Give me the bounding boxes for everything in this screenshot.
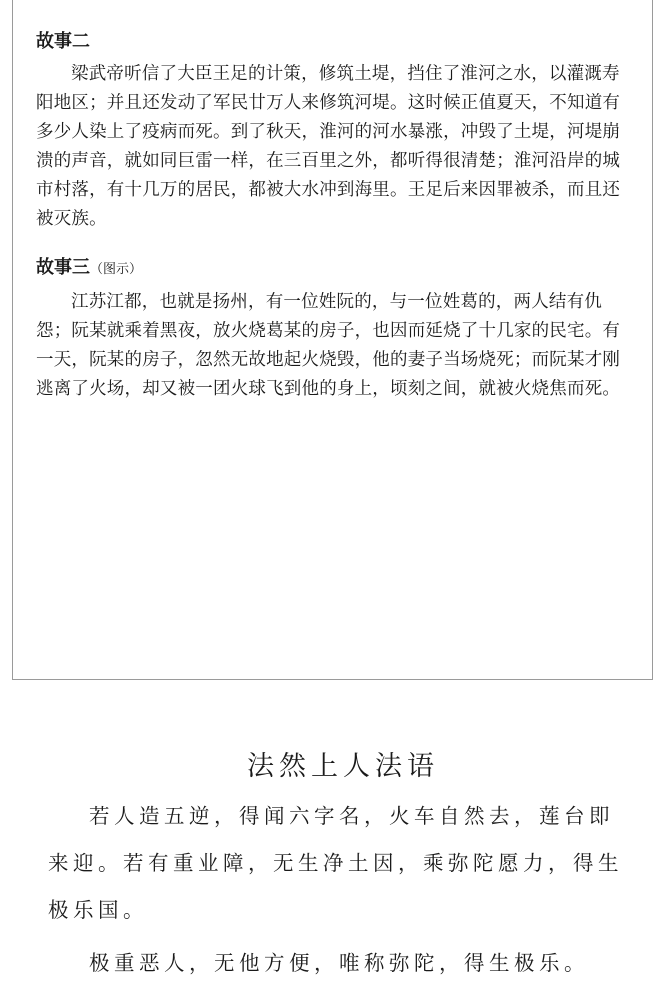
dharma-section	[48, 744, 638, 993]
story-two-body: 梁武帝听信了大臣王足的计策，修筑土堤，挡住了淮河之水，以灌溉寿阳地区；并且还发动了军民廿万人来修筑河堤。这时候正值夏天，不知道有多少人染上了疫病而死。到了秋天，淮河的河水暴涨，冲毁了土堤，河堤崩溃的声音，就如同巨雷一样，在三百里之外，都听得很清楚；淮河沿岸的城市村落，有十几万的居民，都被大水冲到海里。王足后来因罪被杀，而且还被灭族。	[36, 64, 621, 229]
story-three-body: 江苏江都，也就是扬州，有一位姓阮的，与一位姓葛的，两人结有仇怨；阮某就乘着黑夜，放火烧葛某的房子，也因而延烧了十几家的民宅。有一天，阮某的房子，忽然无故地起火烧毁，他的妻子当场烧死；而阮某才刚逃离了火场，却又被一团火球飞到他的身上，顷刻之间，就被火烧焦而死。	[36, 292, 621, 399]
dharma-paragraph-1: 若人造五逆，得闻六字名，火车自然去，莲台即来迎。若有重业障，无生净土因，乘弥陀愿力，得生极乐国。	[48, 804, 623, 922]
story-three-section	[36, 256, 636, 404]
story-two-title	[36, 30, 636, 54]
story-three-title-text: 故事三	[36, 257, 90, 278]
story-three-title	[36, 256, 636, 282]
dharma-title: 法然上人法语	[247, 751, 439, 782]
story-two-title-text: 故事二	[36, 31, 90, 52]
story-two-section	[36, 30, 636, 234]
story-three-title-note: （图示）	[90, 262, 143, 277]
dharma-paragraph-2: 极重恶人，无他方便，唯称弥陀，得生极乐。	[89, 951, 589, 975]
